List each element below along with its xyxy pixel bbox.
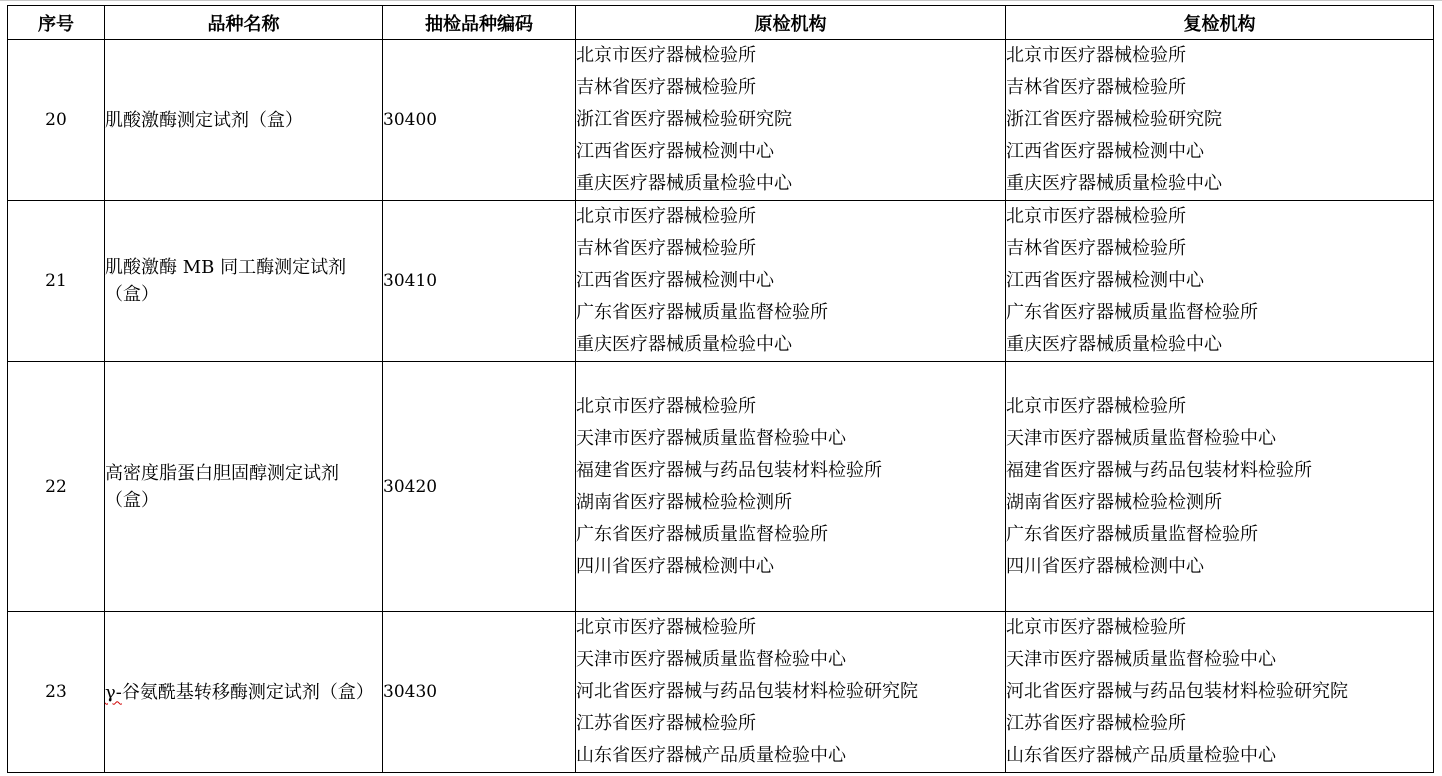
row-number: 20 xyxy=(8,40,105,201)
org-item: 浙江省医疗器械检验研究院 xyxy=(1006,109,1222,130)
product-code: 30400 xyxy=(383,40,576,201)
product-code: 30420 xyxy=(383,362,576,612)
org-item: 江苏省医疗器械检验所 xyxy=(1006,713,1186,734)
org-item: 重庆医疗器械质量检验中心 xyxy=(1006,334,1222,355)
original-org-list xyxy=(576,612,1006,773)
table-row xyxy=(8,201,1434,362)
org-item: 山东省医疗器械产品质量检验中心 xyxy=(1006,745,1276,766)
table-row xyxy=(8,612,1434,773)
org-item: 河北省医疗器械与药品包装材料检验研究院 xyxy=(1006,681,1348,702)
org-item: 吉林省医疗器械检验所 xyxy=(576,77,756,98)
org-item: 重庆医疗器械质量检验中心 xyxy=(576,173,792,194)
org-item: 天津市医疗器械质量监督检验中心 xyxy=(1006,427,1276,449)
org-item: 四川省医疗器械检测中心 xyxy=(576,555,774,577)
org-item: 江苏省医疗器械检验所 xyxy=(576,713,756,734)
header-code: 抽检品种编码 xyxy=(383,6,576,40)
org-item: 广东省医疗器械质量监督检验所 xyxy=(1006,302,1258,323)
org-item: 江西省医疗器械检测中心 xyxy=(576,270,774,291)
org-item: 江西省医疗器械检测中心 xyxy=(1006,141,1204,162)
org-item: 北京市医疗器械检验所 xyxy=(1006,395,1186,417)
org-item: 四川省医疗器械检测中心 xyxy=(1006,555,1204,577)
org-item: 福建省医疗器械与药品包装材料检验所 xyxy=(1006,459,1312,481)
org-item: 广东省医疗器械质量监督检验所 xyxy=(576,302,828,323)
org-item: 北京市医疗器械检验所 xyxy=(576,206,756,227)
header-row xyxy=(8,6,1434,40)
org-item: 江西省医疗器械检测中心 xyxy=(576,141,774,162)
recheck-org-list xyxy=(1006,40,1434,201)
org-item: 天津市医疗器械质量监督检验中心 xyxy=(576,649,846,670)
recheck-org-list xyxy=(1006,612,1434,773)
table-row xyxy=(8,40,1434,201)
product-name-prefix: γ- xyxy=(105,681,122,703)
table-row xyxy=(8,362,1434,612)
org-item: 北京市医疗器械检验所 xyxy=(1006,617,1186,638)
org-item: 北京市医疗器械检验所 xyxy=(1006,206,1186,227)
product-name xyxy=(105,612,383,773)
row-number: 22 xyxy=(8,362,105,612)
inspection-table xyxy=(7,5,1434,773)
org-item: 北京市医疗器械检验所 xyxy=(576,617,756,638)
recheck-org-list xyxy=(1006,201,1434,362)
org-item: 重庆医疗器械质量检验中心 xyxy=(576,334,792,355)
org-item: 浙江省医疗器械检验研究院 xyxy=(576,109,792,130)
org-item: 福建省医疗器械与药品包装材料检验所 xyxy=(576,459,882,481)
row-number: 21 xyxy=(8,201,105,362)
org-item: 天津市医疗器械质量监督检验中心 xyxy=(1006,649,1276,670)
product-code: 30410 xyxy=(383,201,576,362)
org-item: 江西省医疗器械检测中心 xyxy=(1006,270,1204,291)
org-item: 北京市医疗器械检验所 xyxy=(1006,45,1186,66)
product-name-text: 谷氨酰基转移酶测定试剂（盒） xyxy=(121,681,374,703)
product-name-text: 肌酸激酶 MB 同工酶测定试剂（盒） xyxy=(105,257,347,305)
org-item: 湖南省医疗器械检验检测所 xyxy=(576,491,792,513)
org-item: 北京市医疗器械检验所 xyxy=(576,45,756,66)
header-original-org: 原检机构 xyxy=(576,6,1006,40)
org-item: 湖南省医疗器械检验检测所 xyxy=(1006,491,1222,513)
org-item: 山东省医疗器械产品质量检验中心 xyxy=(576,745,846,766)
org-item: 广东省医疗器械质量监督检验所 xyxy=(1006,523,1258,545)
org-item: 吉林省医疗器械检验所 xyxy=(576,238,756,259)
product-name xyxy=(105,40,383,201)
product-name-text: 高密度脂蛋白胆固醇测定试剂（盒） xyxy=(105,462,339,511)
product-code: 30430 xyxy=(383,612,576,773)
original-org-list xyxy=(576,362,1006,612)
org-item: 吉林省医疗器械检验所 xyxy=(1006,77,1186,98)
org-item: 吉林省医疗器械检验所 xyxy=(1006,238,1186,259)
org-item: 天津市医疗器械质量监督检验中心 xyxy=(576,427,846,449)
org-item: 广东省医疗器械质量监督检验所 xyxy=(576,523,828,545)
row-number: 23 xyxy=(8,612,105,773)
header-name: 品种名称 xyxy=(105,6,383,40)
product-name xyxy=(105,362,383,612)
org-item: 河北省医疗器械与药品包装材料检验研究院 xyxy=(576,681,918,702)
org-item: 重庆医疗器械质量检验中心 xyxy=(1006,173,1222,194)
header-no: 序号 xyxy=(8,6,105,40)
recheck-org-list xyxy=(1006,362,1434,612)
header-recheck-org: 复检机构 xyxy=(1006,6,1434,40)
org-item: 北京市医疗器械检验所 xyxy=(576,395,756,417)
original-org-list xyxy=(576,40,1006,201)
product-name xyxy=(105,201,383,362)
original-org-list xyxy=(576,201,1006,362)
product-name-text: 肌酸激酶测定试剂（盒） xyxy=(105,109,303,131)
